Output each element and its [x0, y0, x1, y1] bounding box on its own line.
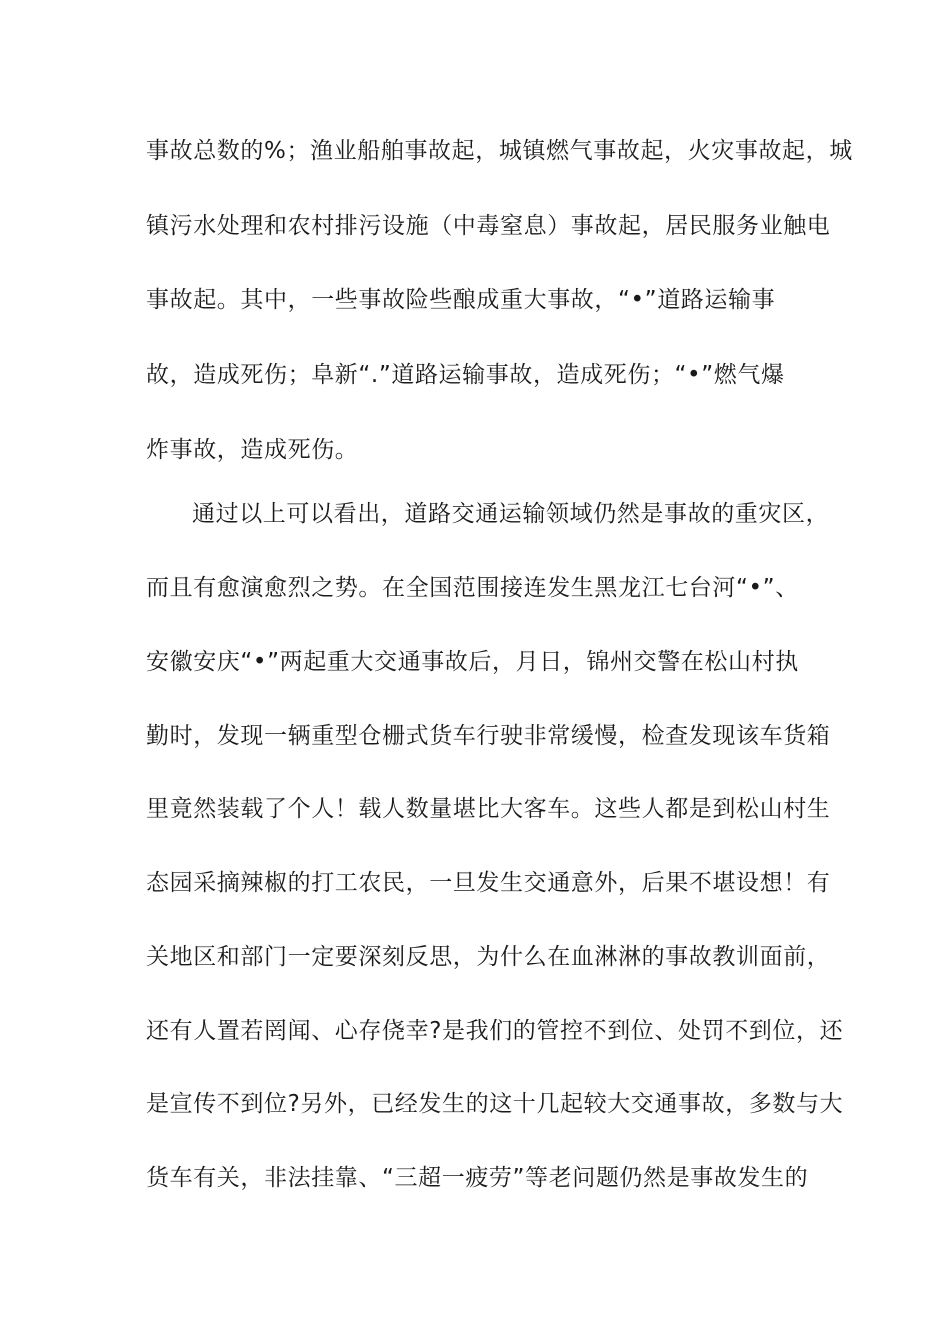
text-line: 而且有愈演愈烈之势。在全国范围接连发生黑龙江七台河“•”、	[146, 575, 799, 601]
text-line: 事故起。其中，一些事故险些酿成重大事故，“•”道路运输事	[146, 287, 776, 313]
text-line: 镇污水处理和农村排污设施（中毒窒息）事故起，居民服务业触电	[146, 213, 831, 239]
text-line: 事故总数的%；渔业船舶事故起，城镇燃气事故起，火灾事故起，城	[146, 138, 853, 164]
text-line: 安徽安庆“•”两起重大交通事故后，月日，锦州交警在松山村执	[146, 649, 799, 675]
text-line: 勤时，发现一辆重型仓栅式货车行驶非常缓慢，检查发现该车货箱	[146, 723, 831, 749]
text-line: 是宣传不到位?另外，已经发生的这十几起较大交通事故，多数与大	[146, 1091, 844, 1117]
text-line: 态园采摘辣椒的打工农民，一旦发生交通意外，后果不堪设想！有	[146, 870, 831, 896]
text-line: 炸事故，造成死伤。	[146, 437, 359, 463]
paragraph-first-line: 通过以上可以看出，道路交通运输领域仍然是事故的重灾区，	[192, 501, 830, 527]
text-line: 关地区和部门一定要深刻反思，为什么在血淋淋的事故教训面前，	[146, 944, 831, 970]
text-line: 还有人置若罔闻、心存侥幸?是我们的管控不到位、处罚不到位，还	[146, 1018, 844, 1044]
text-line: 故，造成死伤；阜新“.”道路运输事故，造成死伤；“•”燃气爆	[146, 362, 785, 388]
text-line: 货车有关，非法挂靠、“三超一疲劳”等老问题仍然是事故发生的	[146, 1165, 809, 1191]
text-line: 里竟然装载了个人！载人数量堪比大客车。这些人都是到松山村生	[146, 796, 831, 822]
